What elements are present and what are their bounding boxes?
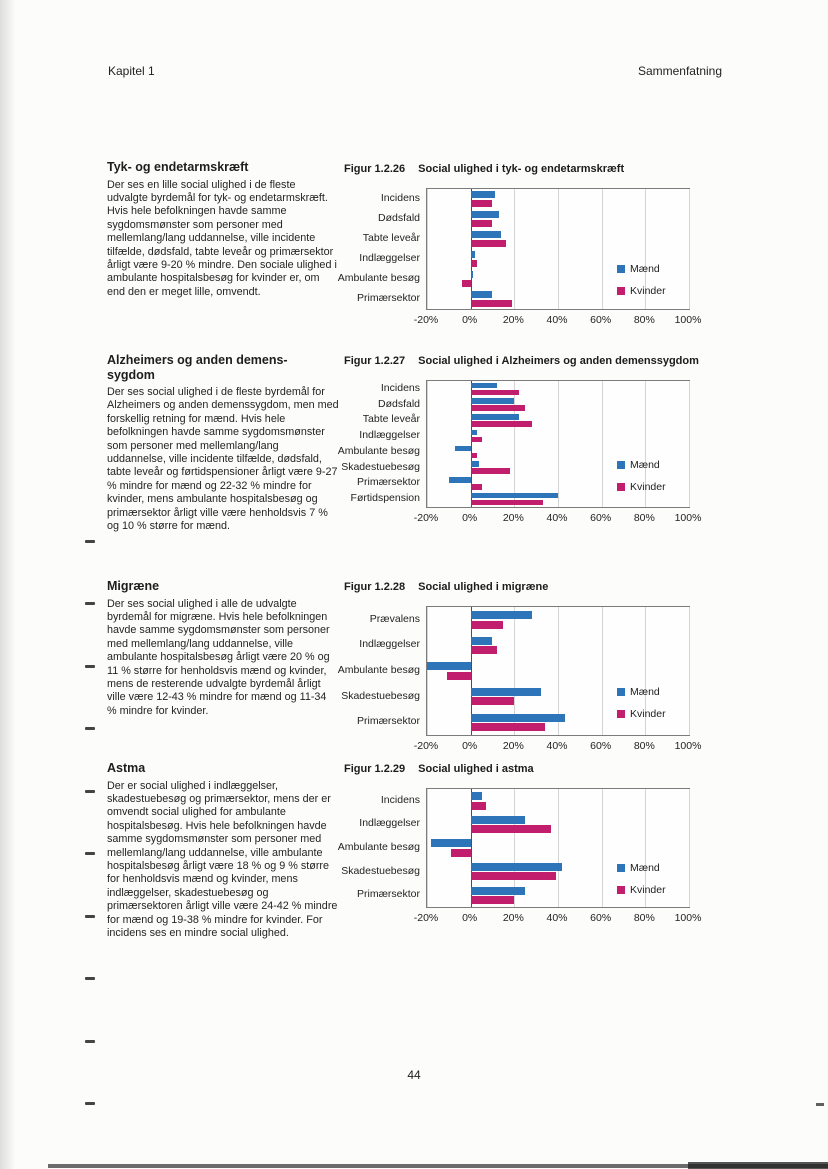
scan-artifact [85, 852, 95, 855]
figure-caption: Social ulighed i migræne [418, 581, 549, 593]
category-axis [337, 380, 426, 508]
legend-item-maend [617, 263, 666, 275]
legend-swatch-kvinder [617, 710, 625, 718]
bar-kvinder [471, 220, 493, 227]
legend-item-kvinder [617, 708, 666, 720]
figure-block [337, 763, 702, 926]
scan-artifact [85, 977, 95, 980]
bar-mænd [471, 291, 493, 298]
x-tick-label: 80% [633, 740, 655, 752]
x-tick-label: -20% [413, 512, 439, 524]
gridline [558, 789, 559, 907]
category-label: Indlæggelser [359, 817, 420, 830]
x-tick-label: 40% [546, 740, 568, 752]
legend-label-maend: Mænd [630, 686, 660, 699]
category-label: Ambulante besøg [337, 272, 420, 284]
bar-mænd [471, 383, 497, 389]
figure-title [340, 355, 700, 367]
gridline [427, 607, 428, 735]
section-body: Der ses social ulighed i alle de udvalgte byrdemål for migræne. Hvis hele befolkningen havde samme sygdomsmønster som personer med mellemlang/lang uddannelse, ville ambulante hospitalsbesøg årligt være 20 % og 11 % større for henholdsvis mænd og kvinder, mens de resterende udvalgte byrdemål årligt ville være 12-43 % mindre for mænd og 11-34 % mindre for kvinder. [107, 597, 330, 717]
gridline [558, 189, 559, 309]
gridline [514, 189, 515, 309]
x-tick-label: 60% [590, 314, 612, 326]
figure-label: Figur 1.2.28 [344, 581, 406, 593]
bar-chart [337, 380, 700, 508]
bar-mænd [471, 688, 541, 696]
category-label: Ambulante besøg [337, 444, 420, 457]
category-label: Indlæggelser [359, 638, 420, 651]
legend-item-kvinder [617, 285, 666, 297]
bar-kvinder [471, 405, 526, 411]
bar-kvinder [471, 390, 519, 396]
bar-kvinder [471, 896, 515, 904]
section-body: Der ses en lille social ulighed i de fleste udvalgte byrdemål for tyk- og endetarmskræft. Hvis hele befolkningen havde samme sygdomsmønster som personer med mellemlang/lang uddannelse, ville incidente tilfælde, dødsfald, tabte leveår og primærsektor årligt være 9-20 % mindre. Den sociale ulighed i ambulante hospitalsbesøg for kvinder er, om end den er meget lille, omvendt. [107, 178, 337, 298]
chart-legend [617, 459, 666, 493]
scan-artifact [85, 540, 95, 543]
legend-item-kvinder [617, 884, 666, 896]
legend-item-kvinder [617, 481, 666, 493]
scan-artifact [85, 665, 95, 668]
category-label: Indlæggelser [359, 252, 420, 264]
scan-artifact [85, 790, 95, 793]
category-axis [337, 606, 426, 736]
chart-legend [617, 862, 666, 896]
category-label: Primærsektor [356, 888, 420, 901]
section-alzheimers [107, 353, 339, 533]
bar-kvinder [471, 621, 504, 629]
plot-area [426, 188, 690, 310]
category-label: Incidens [380, 793, 420, 806]
x-tick-label: 0% [462, 912, 478, 924]
x-tick-label: -20% [413, 912, 439, 924]
bar-mænd [471, 816, 526, 824]
chart-legend [617, 263, 666, 297]
scan-artifact [688, 1162, 828, 1169]
bar-mænd [471, 714, 565, 722]
section-tyk-og-endetarmskraeft [107, 160, 339, 299]
x-tick-label: -20% [413, 740, 439, 752]
bar-chart [337, 188, 700, 310]
bar-kvinder [471, 240, 506, 247]
figure-label: Figur 1.2.26 [344, 163, 406, 175]
x-tick-label: 40% [546, 912, 568, 924]
bar-kvinder [471, 723, 545, 731]
gridline [558, 381, 559, 507]
bar-mænd [471, 637, 493, 645]
bar-kvinder [471, 260, 478, 267]
category-label: Ambulante besøg [337, 663, 420, 676]
gridline [602, 381, 603, 507]
x-tick-label: 60% [590, 512, 612, 524]
category-label: Førtidspension [350, 492, 420, 505]
scan-gutter-shadow [0, 0, 16, 1169]
bar-mænd [471, 461, 480, 467]
gridline [689, 189, 690, 309]
bar-mænd [455, 446, 470, 452]
legend-label-maend: Mænd [630, 459, 660, 472]
bar-mænd [471, 887, 526, 895]
legend-item-maend [617, 459, 666, 471]
x-tick-label: -20% [413, 314, 439, 326]
x-tick-label: 80% [633, 512, 655, 524]
gridline [427, 381, 428, 507]
category-label: Tabte leveår [362, 232, 420, 244]
legend-swatch-maend [617, 864, 625, 872]
plot-area [426, 380, 690, 508]
x-tick-label: 80% [633, 912, 655, 924]
x-tick-label: 40% [546, 314, 568, 326]
x-tick-label: 100% [674, 314, 702, 326]
category-label: Tabte leveår [362, 413, 420, 426]
bar-mænd [471, 863, 563, 871]
bar-mænd [471, 191, 495, 198]
scan-artifact [85, 915, 95, 918]
legend-label-kvinder: Kvinder [630, 285, 666, 298]
page-number: 44 [407, 1068, 421, 1082]
section-migraene [107, 579, 339, 718]
bar-chart [337, 606, 700, 736]
bar-mænd [431, 839, 470, 847]
legend-swatch-maend [617, 688, 625, 696]
section-heading: Alzheimers og anden demens-sygdom [107, 353, 288, 382]
category-label: Dødsfald [377, 212, 420, 224]
x-tick-label: 0% [462, 512, 478, 524]
x-axis [413, 314, 702, 328]
bar-kvinder [471, 468, 510, 474]
x-tick-label: 0% [462, 314, 478, 326]
figure-block [337, 581, 702, 754]
bar-kvinder [471, 500, 543, 506]
bar-mænd [471, 792, 482, 800]
category-label: Prævalens [369, 612, 420, 625]
category-label: Skadestuebesøg [341, 460, 420, 473]
section-body: Der er social ulighed i indlæggelser, skadestuebesøg og primærsektor, mens der er omvendt social ulighed for ambulante hospitalsbesøg. Hvis hele befolkningen havde samme sygdomsmønster som personer med mellemlang/lang uddannelse, ville ambulante hospitalsbesøg årligt være 18 % og 9 % større for henholdsvis mænd og kvinder, mens indlæggelser, skadestuebesøg og primærsektoren årligt ville være 24-42 % mindre for mænd og 19-38 % mindre for kvinder. For incidens ses en mindre social ulighed. [107, 779, 338, 939]
chart-legend [617, 686, 666, 720]
figure-caption: Social ulighed i Alzheimers og anden demenssygdom [418, 355, 699, 367]
x-tick-label: 100% [674, 912, 702, 924]
bar-mænd [427, 662, 471, 670]
section-body: Der ses social ulighed i de fleste byrdemål for Alzheimers og anden demenssygdom, men med forskellig retning for mænd. Hvis hele befolkningen havde samme sygdomsmønster som personer med mellemlang/lang uddannelse, ville incidente tilfælde, dødsfald, tabte leveår og førtidspensioner årligt være 9-27 % mindre for mænd og 22-32 % mindre for kvinder, mens ambulante hospitalsbesøg og primærsektor årligt ville være henholdsvis 7 % og 10 % større for mænd. [107, 386, 339, 533]
plot-area [426, 788, 690, 908]
category-label: Skadestuebesøg [341, 864, 420, 877]
figure-block [337, 163, 702, 328]
bar-kvinder [451, 849, 471, 857]
gridline [427, 189, 428, 309]
scan-artifact [85, 1102, 95, 1105]
header-chapter-label: Kapitel 1 [108, 64, 155, 78]
gridline [689, 381, 690, 507]
bar-kvinder [471, 300, 512, 307]
legend-swatch-maend [617, 265, 625, 273]
figure-caption: Social ulighed i tyk- og endetarmskræft [418, 163, 625, 175]
x-tick-label: 60% [590, 912, 612, 924]
scan-artifact [85, 1040, 95, 1043]
bar-mænd [471, 211, 499, 218]
legend-item-maend [617, 686, 666, 698]
bar-mænd [471, 231, 502, 238]
figure-title [340, 163, 700, 175]
legend-swatch-kvinder [617, 287, 625, 295]
bar-kvinder [471, 825, 552, 833]
category-label: Primærsektor [356, 292, 420, 304]
bar-mænd [471, 611, 532, 619]
x-axis [413, 512, 702, 526]
figure-label: Figur 1.2.27 [344, 355, 406, 367]
x-axis [413, 912, 702, 926]
bar-chart [337, 788, 700, 908]
section-heading: Tyk- og endetarmskræft [107, 160, 249, 174]
bar-mænd [471, 493, 558, 499]
x-tick-label: 80% [633, 314, 655, 326]
bar-mænd [471, 251, 475, 258]
plot-area [426, 606, 690, 736]
section-heading: Migræne [107, 579, 160, 593]
header-section-label: Sammenfatning [637, 64, 722, 78]
x-tick-label: 20% [502, 740, 524, 752]
category-label: Dødsfald [377, 397, 420, 410]
figure-title [340, 763, 700, 775]
gridline [514, 381, 515, 507]
bar-kvinder [447, 672, 471, 680]
bar-kvinder [462, 280, 471, 287]
legend-label-kvinder: Kvinder [630, 708, 666, 721]
figure-label: Figur 1.2.29 [344, 763, 406, 775]
legend-swatch-kvinder [617, 886, 625, 894]
bar-kvinder [471, 453, 478, 459]
legend-label-maend: Mænd [630, 263, 660, 276]
gridline [427, 789, 428, 907]
section-astma [107, 761, 339, 940]
legend-swatch-maend [617, 461, 625, 469]
bar-kvinder [471, 872, 556, 880]
gridline [689, 607, 690, 735]
bar-kvinder [471, 200, 493, 207]
bar-mænd [471, 414, 519, 420]
category-label: Incidens [380, 192, 420, 204]
category-label: Skadestuebesøg [341, 689, 420, 702]
x-tick-label: 0% [462, 740, 478, 752]
gridline [689, 789, 690, 907]
scan-artifact [85, 727, 95, 730]
category-label: Ambulante besøg [337, 840, 420, 853]
x-tick-label: 60% [590, 740, 612, 752]
bar-mænd [449, 477, 471, 483]
bar-mænd [471, 430, 478, 436]
bar-mænd [471, 398, 515, 404]
bar-kvinder [471, 646, 497, 654]
legend-label-kvinder: Kvinder [630, 884, 666, 897]
x-tick-label: 40% [546, 512, 568, 524]
x-axis [413, 740, 702, 754]
gridline [602, 607, 603, 735]
x-tick-label: 100% [674, 740, 702, 752]
category-label: Indlæggelser [359, 429, 420, 442]
bar-kvinder [471, 484, 482, 490]
category-label: Primærsektor [356, 476, 420, 489]
x-tick-label: 20% [502, 314, 524, 326]
section-heading: Astma [107, 761, 146, 775]
category-axis [337, 788, 426, 908]
category-label: Incidens [380, 381, 420, 394]
bar-kvinder [471, 421, 532, 427]
bar-kvinder [471, 697, 515, 705]
gridline [602, 789, 603, 907]
bar-kvinder [471, 437, 482, 443]
figure-title [340, 581, 700, 593]
category-axis [337, 188, 426, 310]
bar-kvinder [471, 802, 486, 810]
x-tick-label: 20% [502, 912, 524, 924]
legend-item-maend [617, 862, 666, 874]
x-tick-label: 20% [502, 512, 524, 524]
category-label: Primærsektor [356, 715, 420, 728]
legend-swatch-kvinder [617, 483, 625, 491]
bar-mænd [471, 271, 473, 278]
legend-label-kvinder: Kvinder [630, 481, 666, 494]
x-tick-label: 100% [674, 512, 702, 524]
scan-artifact [85, 602, 95, 605]
legend-label-maend: Mænd [630, 862, 660, 875]
scan-artifact [816, 1103, 824, 1106]
gridline [602, 189, 603, 309]
figure-caption: Social ulighed i astma [418, 763, 534, 775]
figure-block [337, 355, 702, 526]
